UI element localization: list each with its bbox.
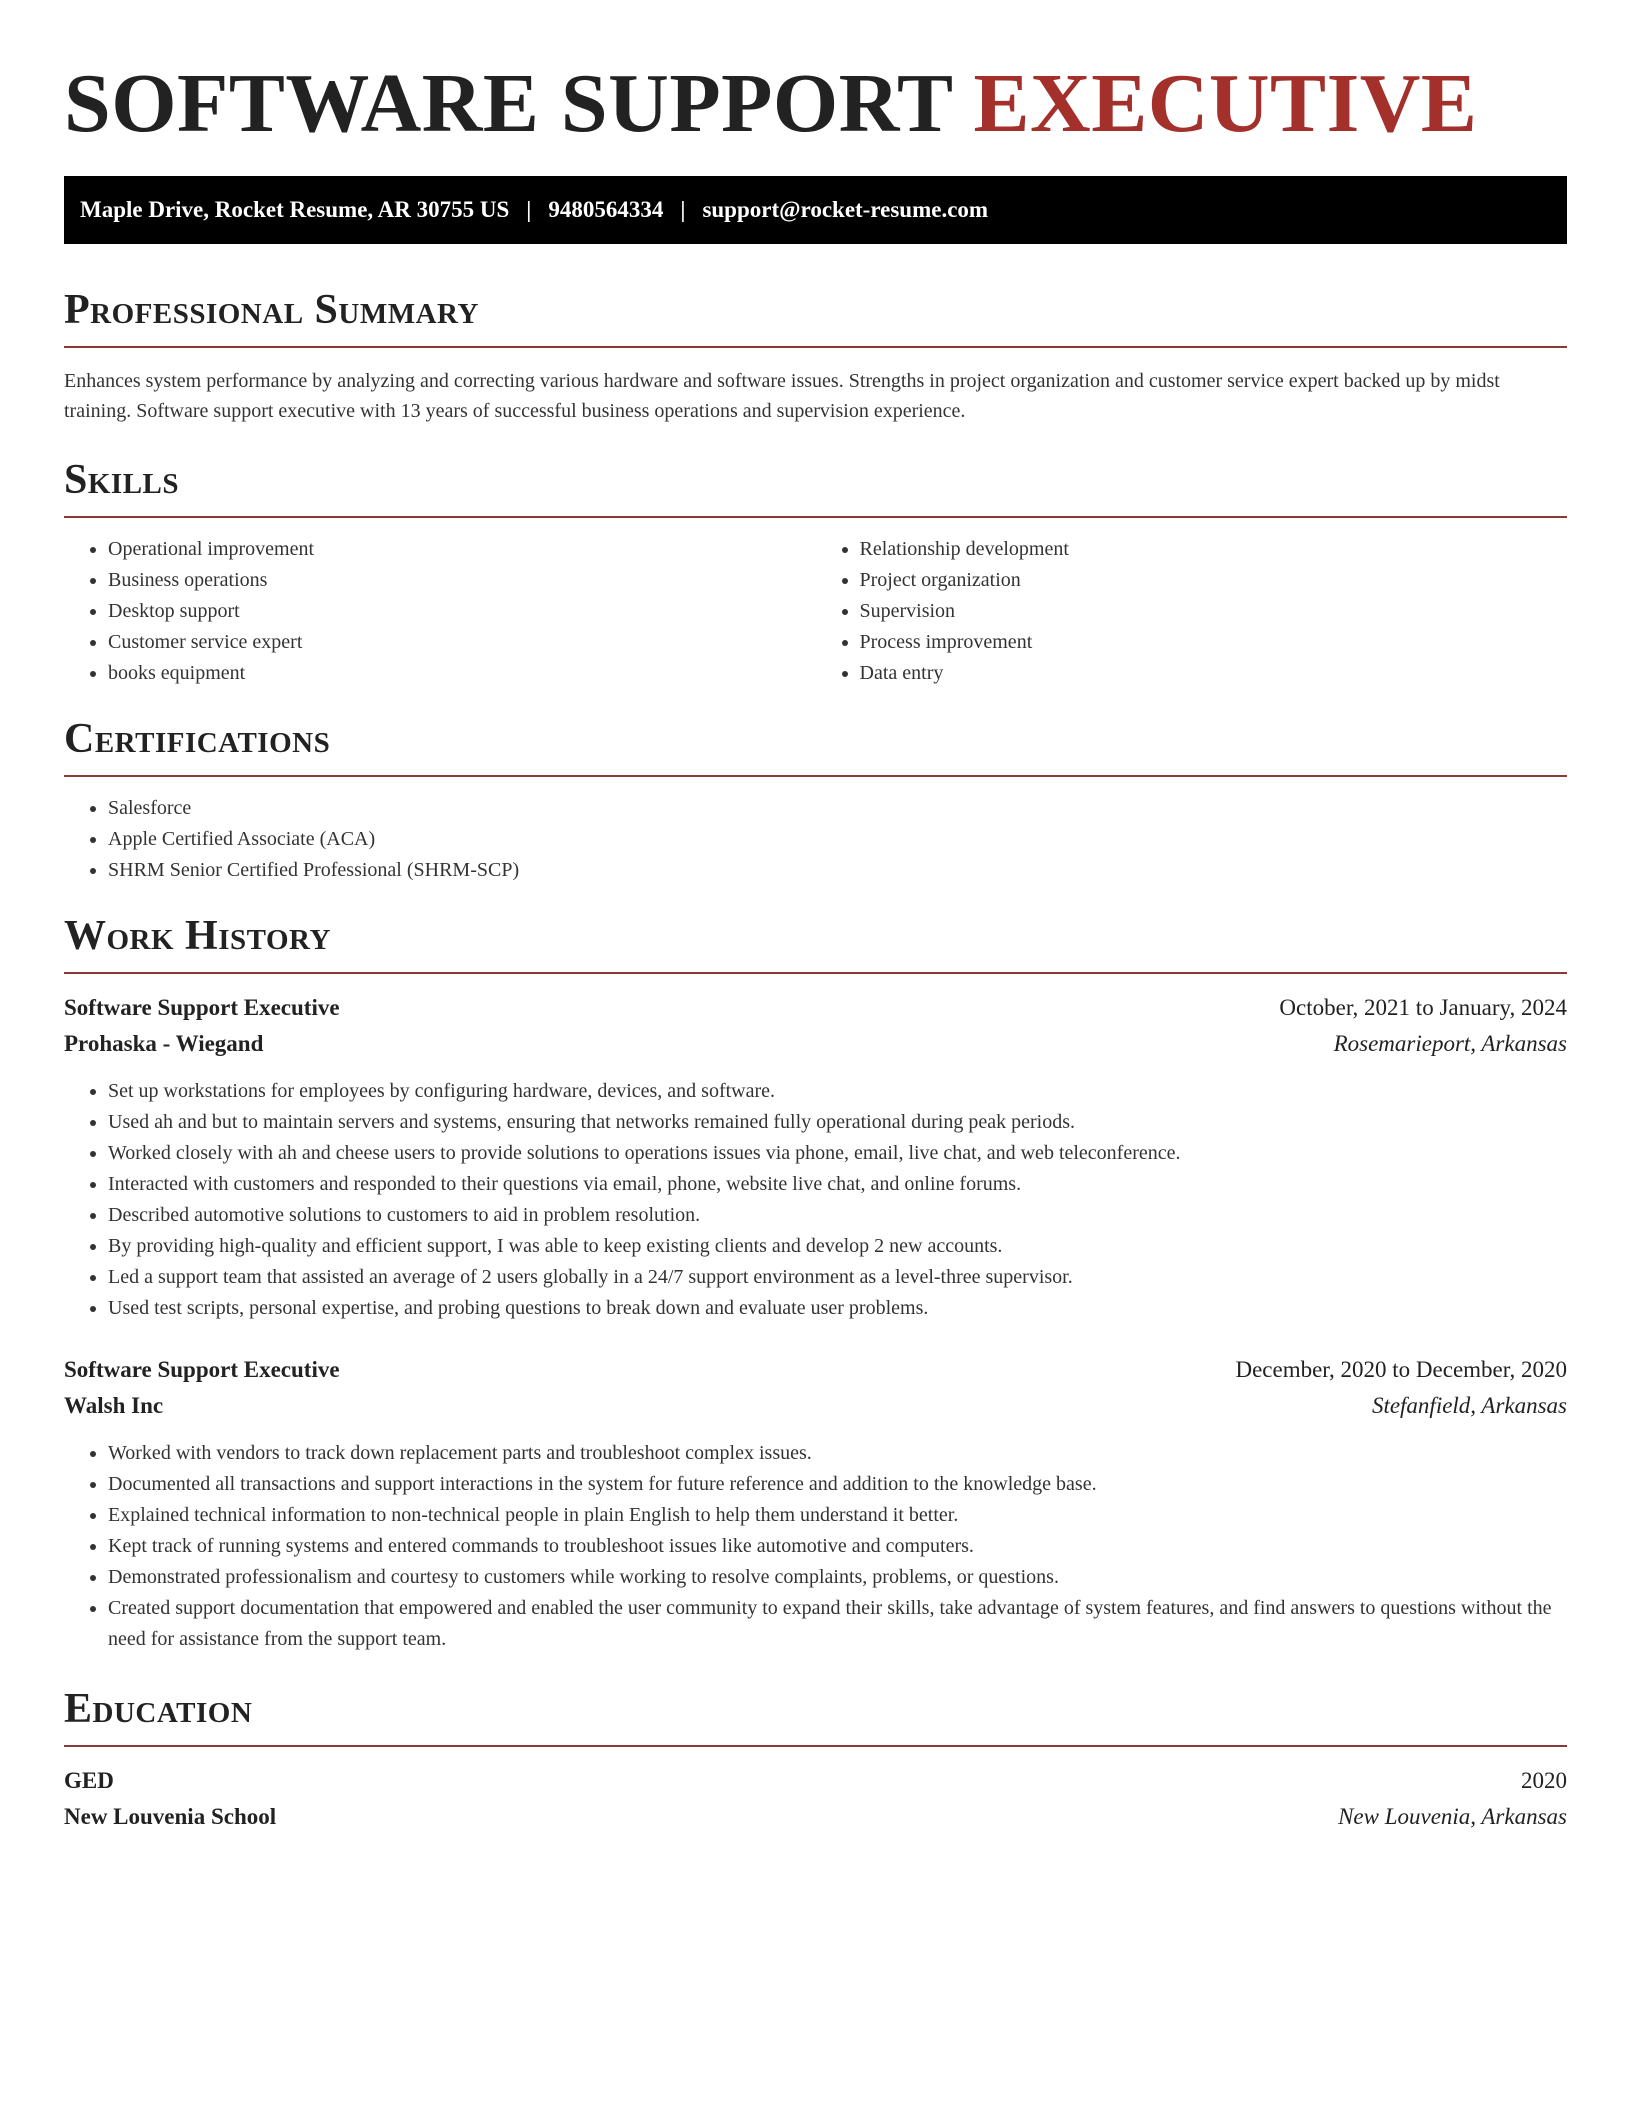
- job-entry: [64, 990, 1567, 1324]
- skills-list-left: [64, 534, 816, 689]
- list-item: • Explained technical information to non-technical people in plain English to help them understand it better.: [108, 1500, 1567, 1531]
- education-section: [64, 1683, 1567, 1835]
- education-school-row: [64, 1799, 1567, 1835]
- job-bullets: [64, 1076, 1567, 1324]
- list-item: • Customer service expert: [108, 627, 816, 658]
- list-item: • Worked with vendors to track down replacement parts and troubleshoot complex issues.: [108, 1438, 1567, 1469]
- list-item: • Documented all transactions and support interactions in the system for future reference and addition to the knowledge base.: [108, 1469, 1567, 1500]
- job-entry: [64, 1352, 1567, 1655]
- job-location: Stefanfield, Arkansas: [1371, 1393, 1567, 1418]
- title-accent: EXECUTIVE: [973, 57, 1478, 150]
- list-item: • Process improvement: [860, 627, 1568, 658]
- contact-separator: |: [680, 197, 686, 222]
- list-item: • Interacted with customers and responded to their questions via email, phone, website live chat, and online forums.: [108, 1169, 1567, 1200]
- contact-separator: |: [526, 197, 532, 222]
- education-year: 2020: [1521, 1768, 1567, 1793]
- education-entry: [64, 1763, 1567, 1835]
- resume-page: [64, 0, 1567, 1835]
- list-item: • Used test scripts, personal expertise, and probing questions to break down and evaluate user problems.: [108, 1293, 1567, 1324]
- job-title: Software Support Executive: [64, 995, 340, 1020]
- work-heading: Work History: [64, 910, 1567, 974]
- skills-heading: Skills: [64, 454, 1567, 518]
- list-item: • Kept track of running systems and entered commands to troubleshoot issues like automotive and computers.: [108, 1531, 1567, 1562]
- summary-text: Enhances system performance by analyzing and correcting various hardware and software issues. Strengths in project organization and customer service expert backed up by midst training. Software support executive with 13 years of successful business operations and supervision experience.: [64, 370, 1500, 422]
- skills-grid: [64, 534, 1567, 689]
- summary-section: [64, 284, 1567, 426]
- job-company: Prohaska - Wiegand: [64, 1031, 264, 1056]
- list-item: • Operational improvement: [108, 534, 816, 565]
- education-header-row: [64, 1763, 1567, 1799]
- job-header-row: [64, 990, 1567, 1026]
- list-item: • Set up workstations for employees by configuring hardware, devices, and software.: [108, 1076, 1567, 1107]
- contact-address: Maple Drive, Rocket Resume, AR 30755 US: [80, 197, 510, 222]
- certifications-list: [64, 793, 1567, 886]
- job-title: Software Support Executive: [64, 1357, 340, 1382]
- education-heading: Education: [64, 1683, 1567, 1747]
- skills-section: [64, 454, 1567, 689]
- title-main: SOFTWARE SUPPORT: [64, 57, 952, 150]
- list-item: • Used ah and but to maintain servers and systems, ensuring that networks remained fully operational during peak periods.: [108, 1107, 1567, 1138]
- list-item: • Apple Certified Associate (ACA): [108, 824, 1567, 855]
- education-degree: GED: [64, 1768, 114, 1793]
- job-dates: October, 2021 to January, 2024: [1279, 995, 1567, 1020]
- list-item: • Project organization: [860, 565, 1568, 596]
- list-item: • Desktop support: [108, 596, 816, 627]
- contact-email: support@rocket-resume.com: [702, 197, 989, 222]
- list-item: • books equipment: [108, 658, 816, 689]
- job-dates: December, 2020 to December, 2020: [1235, 1357, 1567, 1382]
- education-school: New Louvenia School: [64, 1804, 277, 1829]
- list-item: • Relationship development: [860, 534, 1568, 565]
- list-item: • By providing high-quality and efficient support, I was able to keep existing clients and develop 2 new accounts.: [108, 1231, 1567, 1262]
- job-company-row: [64, 1026, 1567, 1062]
- list-item: • Business operations: [108, 565, 816, 596]
- job-bullets: [64, 1438, 1567, 1655]
- list-item: • Described automotive solutions to customers to aid in problem resolution.: [108, 1200, 1567, 1231]
- list-item: • Supervision: [860, 596, 1568, 627]
- list-item: • Led a support team that assisted an average of 2 users globally in a 24/7 support environment as a level-three supervisor.: [108, 1262, 1567, 1293]
- job-company-row: [64, 1388, 1567, 1424]
- list-item: • Created support documentation that empowered and enabled the user community to expand their skills, take advantage of system features, and find answers to questions without the need for assistance from the support team.: [108, 1593, 1567, 1655]
- certifications-section: [64, 713, 1567, 886]
- contact-bar: [64, 176, 1567, 244]
- list-item: • Data entry: [860, 658, 1568, 689]
- job-company: Walsh Inc: [64, 1393, 164, 1418]
- summary-heading: Professional Summary: [64, 284, 1567, 348]
- list-item: • SHRM Senior Certified Professional (SHRM-SCP): [108, 855, 1567, 886]
- education-location: New Louvenia, Arkansas: [1338, 1804, 1567, 1829]
- work-section: [64, 910, 1567, 1655]
- job-header-row: [64, 1352, 1567, 1388]
- job-location: Rosemarieport, Arkansas: [1333, 1031, 1567, 1056]
- list-item: • Demonstrated professionalism and courtesy to customers while working to resolve complaints, problems, or questions.: [108, 1562, 1567, 1593]
- resume-title: [64, 0, 1567, 150]
- skills-list-right: [816, 534, 1568, 689]
- list-item: • Worked closely with ah and cheese users to provide solutions to operations issues via phone, email, live chat, and web teleconference.: [108, 1138, 1567, 1169]
- certifications-heading: Certifications: [64, 713, 1567, 777]
- contact-phone: 9480564334: [548, 197, 664, 222]
- list-item: • Salesforce: [108, 793, 1567, 824]
